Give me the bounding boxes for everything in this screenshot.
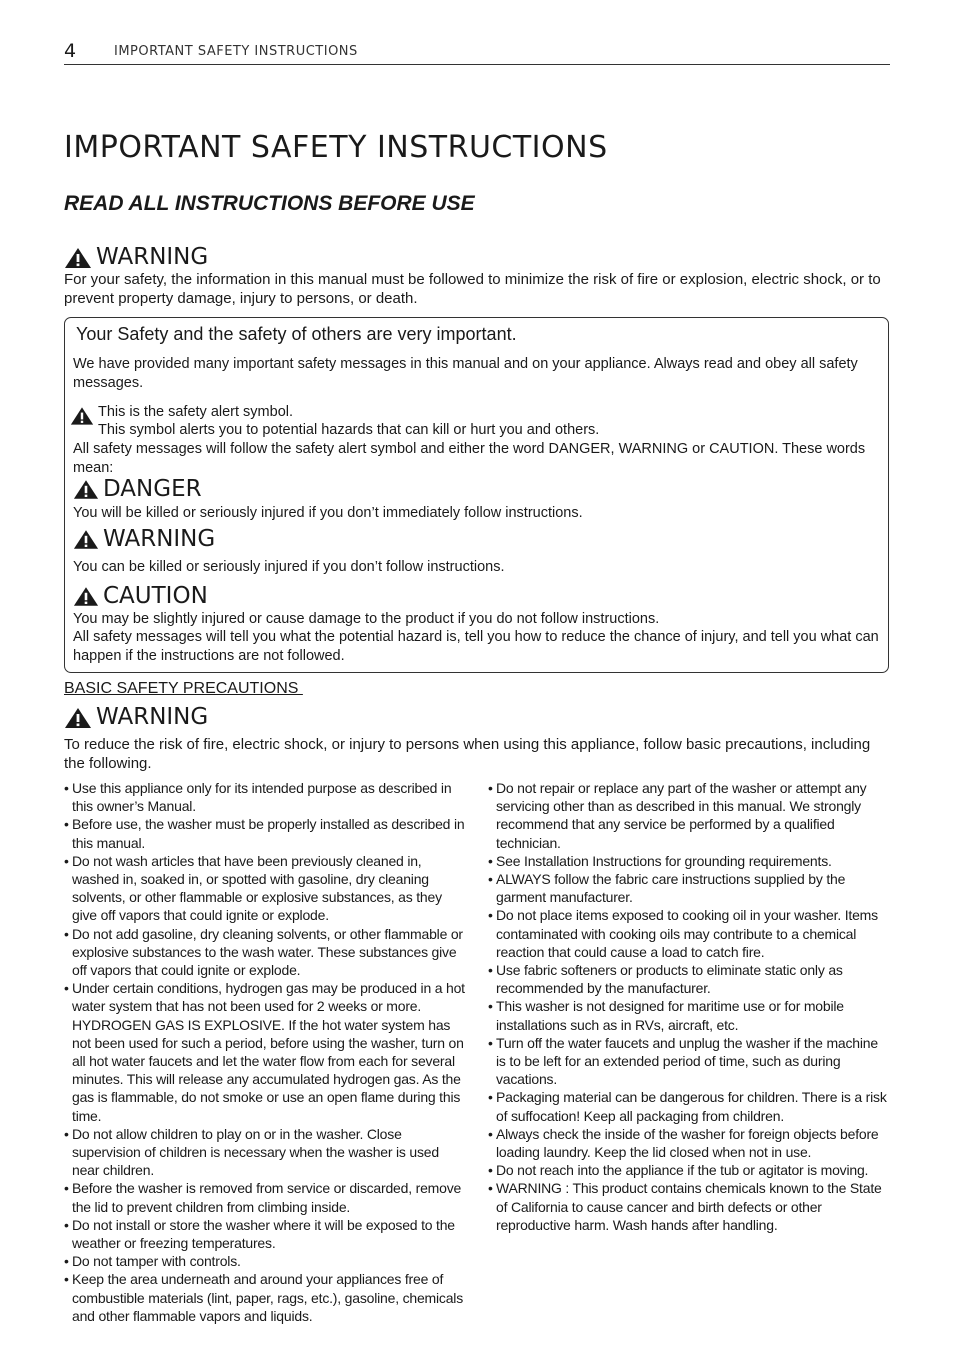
caution-heading (73, 585, 208, 608)
precaution-item: • Under certain conditions, hydrogen gas may be produced in a hot water system that has not been used for 2 weeks or more. HYDROGEN GAS IS EXPLOSIVE. If the hot water system has not been used for such a period, before using the washer, turn on all hot water faucets and let the water flow from each for several minutes. This will release any accumulated hydrogen gas. As the gas is flammable, do not smoke or use an open flame during this time. (64, 979, 468, 1125)
danger-label: DANGER (103, 476, 202, 502)
read-all-subtitle: READ ALL INSTRUCTIONS BEFORE USE (64, 192, 475, 215)
precaution-item: • Before use, the washer must be properly installed as described in this manual. (64, 815, 468, 851)
precaution-item: • Do not repair or replace any part of the washer or attempt any servicing other than as described in this manual. We strongly recommend that any service be performed by a qualified technician. (488, 779, 890, 852)
precaution-item: • Do not install or store the washer where it will be exposed to the weather or freezing temperatures. (64, 1216, 468, 1252)
page-title: IMPORTANT SAFETY INSTRUCTIONS (64, 130, 608, 165)
signal-words-explanation: All safety messages will follow the safety alert symbol and either the word DANGER, WARNING or CAUTION. These words mean: (73, 441, 866, 476)
precaution-item: • WARNING : This product contains chemicals known to the State of California to cause cancer and birth defects or other reproductive harm. Wash hands after handling. (488, 1179, 890, 1234)
warning-heading (64, 246, 208, 269)
basic-intro-paragraph: To reduce the risk of fire, electric shock, or injury to persons when using this appliance, follow basic precautions, including the following. (64, 736, 871, 772)
precaution-item: • Before the washer is removed from service or discarded, remove the lid to prevent children from climbing inside. (64, 1179, 468, 1215)
precaution-item: • ALWAYS follow the fabric care instructions supplied by the garment manufacturer. (488, 870, 890, 906)
warning-label: WARNING (96, 244, 209, 270)
symbol-line-2: This symbol alerts you to potential hazards that can kill or hurt you and others. (98, 422, 600, 438)
danger-heading (73, 478, 202, 501)
precaution-item: • This washer is not designed for maritime use or for mobile installations such as in RVs, aircraft, etc. (488, 997, 890, 1033)
safety-alert-symbol-icon (70, 406, 94, 426)
page-number: 4 (64, 40, 77, 62)
intro-paragraph: For your safety, the information in this manual must be followed to minimize the risk of fire or explosion, electric shock, or to prevent property damage, injury to persons, or death. (64, 271, 881, 307)
danger-description: You will be killed or seriously injured if you don’t immediately follow instructions. (73, 505, 583, 521)
danger-alert-icon (73, 479, 99, 500)
left-precautions-list (64, 779, 468, 1325)
box-warning-label: WARNING (103, 526, 216, 552)
warning-alert-icon (73, 529, 99, 550)
basic-warning-label: WARNING (96, 704, 209, 730)
precaution-item: • Always check the inside of the washer for foreign objects before loading laundry. Keep the lid closed when not in use. (488, 1125, 890, 1161)
precaution-item: • Do not reach into the appliance if the tub or agitator is moving. (488, 1161, 890, 1179)
basic-safety-heading: BASIC SAFETY PRECAUTIONS (64, 680, 303, 697)
caution-alert-icon (73, 586, 99, 607)
basic-warning-alert-icon (64, 707, 92, 729)
page-header (64, 40, 890, 65)
precaution-item: • Packaging material can be dangerous for children. There is a risk of suffocation! Keep all packaging from children. (488, 1088, 890, 1124)
precaution-item: • See Installation Instructions for grounding requirements. (488, 852, 890, 870)
caution-description: You may be slightly injured or cause damage to the product if you do not follow instructions. (73, 611, 660, 627)
precaution-item: • Do not tamper with controls. (64, 1252, 468, 1270)
precaution-item: • Use fabric softeners or products to eliminate static only as recommended by the manufacturer. (488, 961, 890, 997)
box-heading: Your Safety and the safety of others are very important. (76, 324, 517, 344)
right-precautions-list (488, 779, 890, 1234)
caution-label: CAUTION (103, 583, 208, 609)
running-section-title: IMPORTANT SAFETY INSTRUCTIONS (114, 44, 358, 59)
symbol-line-1: This is the safety alert symbol. (98, 404, 294, 420)
basic-warning-heading (64, 706, 208, 729)
precaution-item: • Do not allow children to play on or in the washer. Close supervision of children is necessary when the washer is used near children. (64, 1125, 468, 1180)
precaution-item: • Keep the area underneath and around your appliances free of combustible materials (lint, paper, rags, etc.), gasoline, chemicals and other flammable vapors and liquids. (64, 1270, 468, 1325)
safety-message-box (64, 317, 889, 673)
precaution-item: • Do not wash articles that have been previously cleaned in, washed in, soaked in, or spotted with gasoline, dry cleaning solvents, or other flammable or explosive substances, as they give off vapors that could ignite or explode. (64, 852, 468, 925)
precaution-item: • Use this appliance only for its intended purpose as described in this owner’s Manual. (64, 779, 468, 815)
precaution-item: • Do not place items exposed to cooking oil in your washer. Items contaminated with cooking oils may contribute to a chemical reaction that could cause a load to catch fire. (488, 906, 890, 961)
box-intro-paragraph: We have provided many important safety messages in this manual and on your appliance. Always read and obey all safety messages. (73, 356, 858, 391)
precaution-item: • Turn off the water faucets and unplug the washer if the machine is to be left for an extended period of time, such as during vacations. (488, 1034, 890, 1089)
precaution-item: • Do not add gasoline, dry cleaning solvents, or other flammable or explosive substances to the wash water. These substances give off vapors that could ignite or explode. (64, 925, 468, 980)
box-final-paragraph: All safety messages will tell you what the potential hazard is, tell you how to reduce the chance of injury, and tell you what can happen if the instructions are not followed. (73, 629, 879, 664)
safety-alert-icon (64, 247, 92, 269)
warning-description: You can be killed or seriously injured if you don’t follow instructions. (73, 559, 505, 575)
box-warning-heading (73, 528, 215, 551)
